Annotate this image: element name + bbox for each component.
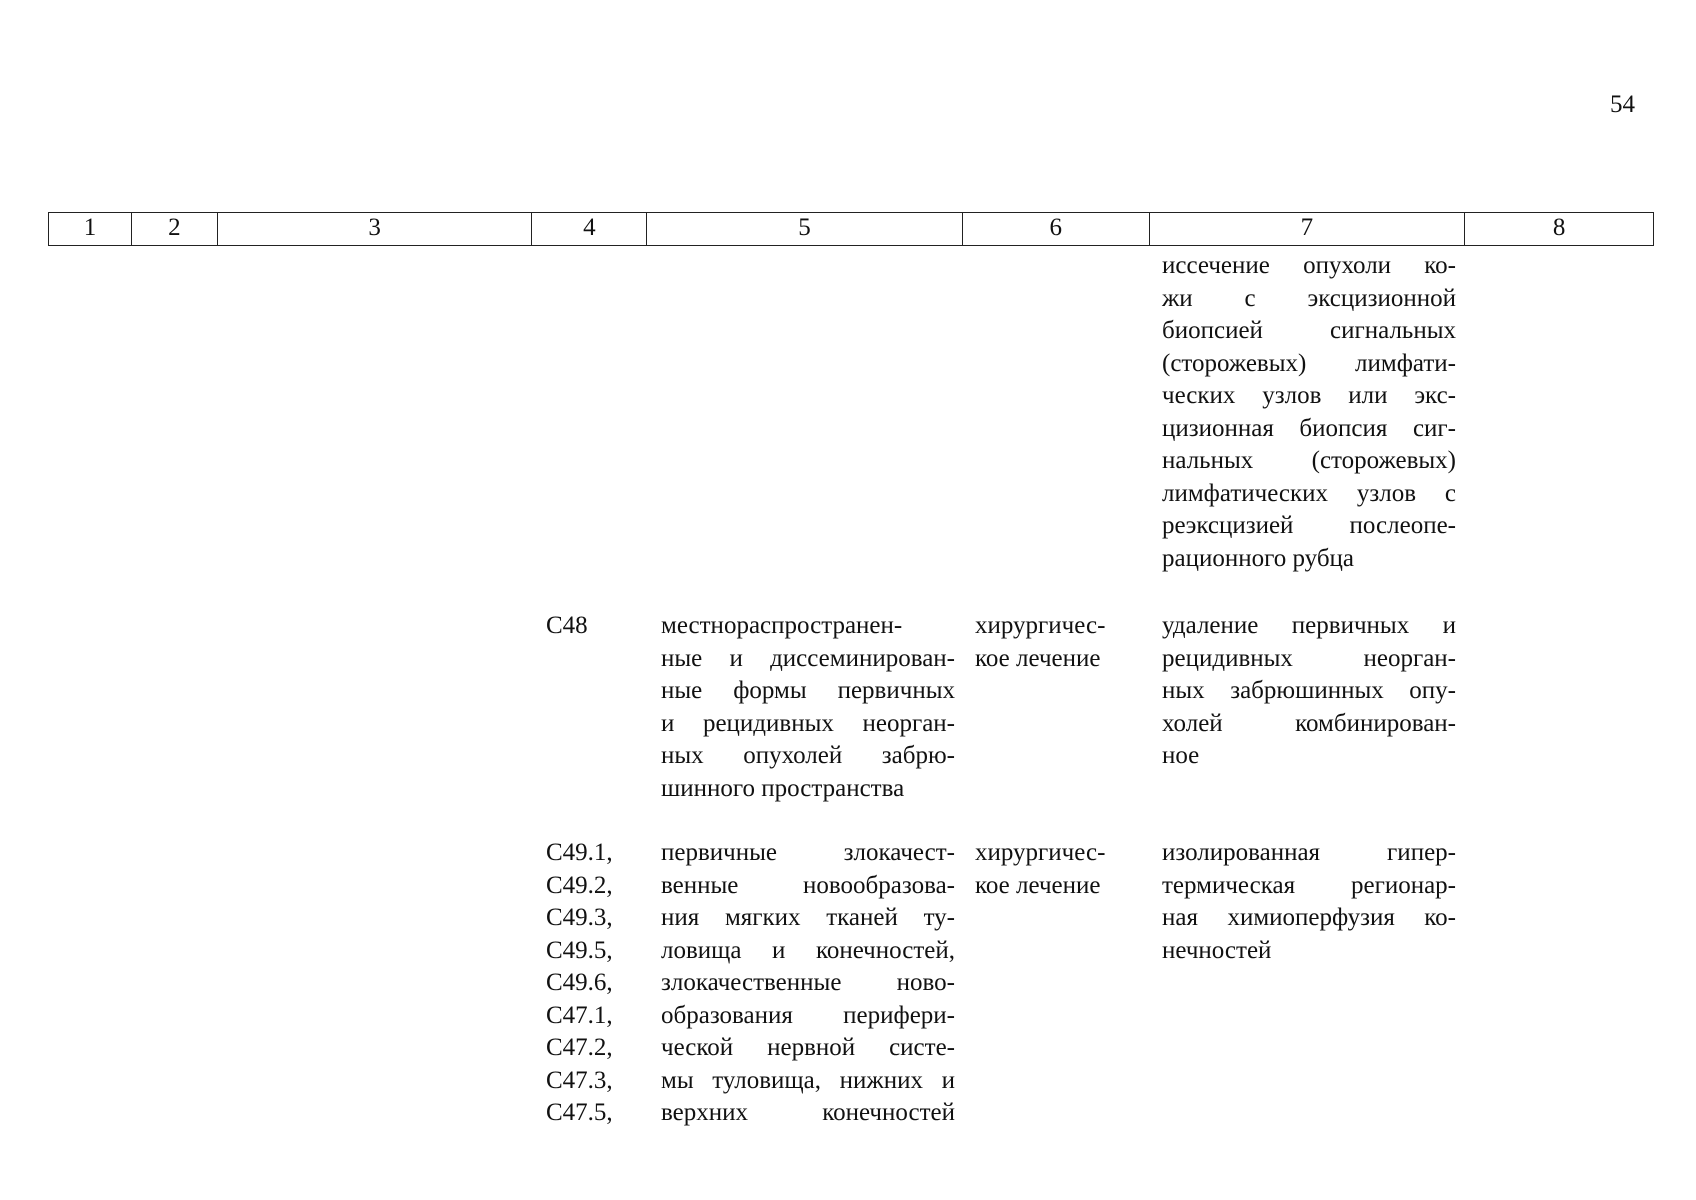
header-col-7: 7 — [1150, 213, 1466, 245]
row-c48-method — [1162, 610, 1456, 773]
text-line: мы туловища, нижних и — [661, 1066, 955, 1094]
text-line: холей комбинирован- — [1162, 709, 1456, 737]
header-col-3: 3 — [218, 213, 533, 245]
text-line: кое лечение — [975, 644, 1101, 672]
header-col-8: 8 — [1552, 214, 1566, 241]
diagnosis-code: C47.2, — [546, 1034, 613, 1061]
text-line: первичные злокачест- — [661, 839, 955, 866]
diagnosis-code: C47.3, — [546, 1066, 613, 1094]
text-line: цизионная биопсия сиг- — [1162, 414, 1456, 442]
text-line: ных забрюшинных опу- — [1162, 677, 1456, 704]
header-col-2: 2 — [132, 213, 218, 245]
text-line: шинного пространства — [661, 774, 905, 802]
text-line: ния мягких тканей ту- — [661, 904, 955, 931]
text-line: ное — [1162, 742, 1200, 769]
text-line: нальных (сторожевых) — [1162, 447, 1456, 474]
text-line: ные и диссеминирован- — [661, 644, 955, 672]
diagnosis-code: C49.3, — [546, 904, 613, 931]
header-col-1: 1 — [49, 213, 132, 245]
text-line: термическая регионар- — [1162, 871, 1456, 899]
row-c48-codes — [546, 610, 646, 643]
text-line: и рецидивных неорган- — [661, 709, 955, 737]
diagnosis-code: C48 — [546, 612, 588, 639]
column-number-header — [48, 212, 1654, 246]
text-line: хирургичес- — [975, 612, 1106, 639]
text-line: (сторожевых) лимфати- — [1162, 349, 1456, 377]
text-line: удаление первичных и — [1162, 612, 1456, 639]
text-line: жи с эксцизионной — [1162, 284, 1456, 312]
continuation-method-cell — [1162, 250, 1456, 575]
row-c49-model — [661, 837, 955, 1130]
text-line: рационного рубца — [1162, 544, 1355, 572]
header-col-4: 4 — [532, 213, 647, 245]
diagnosis-code: C49.1, — [546, 839, 613, 866]
text-line: ловища и конечностей, — [661, 936, 955, 964]
text-line: хирургичес- — [975, 839, 1106, 866]
header-col-5: 5 — [647, 213, 963, 245]
page-number: 54 — [1610, 91, 1635, 118]
text-line: ческих узлов или экс- — [1162, 382, 1456, 409]
text-line: ных опухолей забрю- — [661, 742, 955, 769]
diagnosis-code: C49.6, — [546, 969, 613, 996]
row-c49-treatment — [975, 837, 1135, 902]
row-c49-codes — [546, 837, 646, 1130]
text-line: ные формы первичных — [661, 677, 955, 704]
text-line: кое лечение — [975, 871, 1101, 899]
text-line: реэксцизией послеопе- — [1162, 512, 1456, 539]
row-c48-treatment — [975, 610, 1135, 675]
diagnosis-code: C47.1, — [546, 1001, 613, 1029]
text-line: злокачественные ново- — [661, 969, 955, 996]
header-col-6: 6 — [963, 213, 1150, 245]
text-line: рецидивных неорган- — [1162, 644, 1456, 672]
diagnosis-code: C49.2, — [546, 871, 613, 899]
text-line: венные новообразова- — [661, 871, 955, 899]
text-line: лимфатических узлов с — [1162, 479, 1456, 507]
text-line: иссечение опухоли ко- — [1162, 252, 1456, 279]
text-line: образования перифери- — [661, 1001, 955, 1029]
text-line: местнораспространен- — [661, 612, 903, 639]
text-line: нечностей — [1162, 936, 1272, 964]
row-c48-model — [661, 610, 955, 805]
text-line: верхних конечностей — [661, 1099, 955, 1126]
text-line: биопсией сигнальных — [1162, 317, 1456, 344]
text-line: ная химиоперфузия ко- — [1162, 904, 1456, 931]
text-line: ческой нервной систе- — [661, 1034, 955, 1061]
diagnosis-code: C49.5, — [546, 936, 613, 964]
row-c49-method — [1162, 837, 1456, 967]
text-line: изолированная гипер- — [1162, 839, 1456, 866]
diagnosis-code: C47.5, — [546, 1099, 613, 1126]
